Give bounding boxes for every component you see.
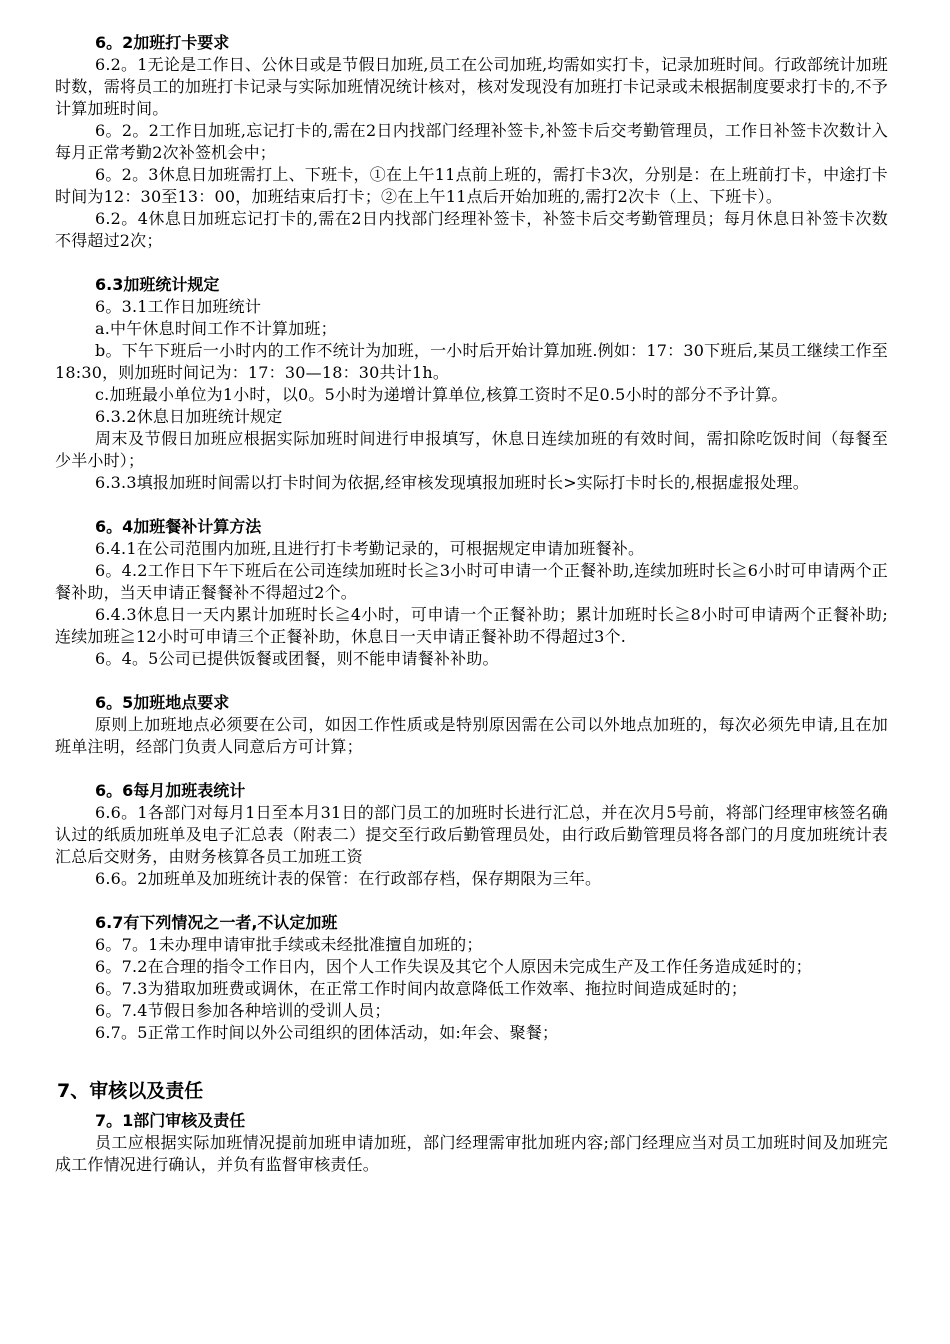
paragraph: 6。7.2在合理的指令工作日内，因个人工作失误及其它个人原因未完成生产及工作任务造成延时的； — [95, 957, 812, 976]
paragraph: 6.4.1在公司范围内加班,且进行打卡考勤记录的，可根据规定申请加班餐补。 — [95, 539, 645, 558]
paragraph: 6.7。5正常工作时间以外公司组织的团体活动，如:年会、聚餐； — [95, 1023, 559, 1042]
section-heading: 6.3加班统计规定 — [95, 275, 220, 294]
section-heading: 7。1部门审核及责任 — [95, 1111, 246, 1130]
paragraph: 6.2。1无论是工作日、公休日或是节假日加班,员工在公司加班,均需如实打卡，记录加班时间。行政部统计加班时数，需将员工的加班打卡记录与实际加班情况统计核对，核对发现没有加班打卡记录或未根据制度要求打卡的,不予计算加班时间。 — [55, 55, 888, 118]
section-6-4 — [55, 516, 888, 670]
chapter-heading: 7、审核以及责任 — [57, 1080, 204, 1102]
paragraph: 6.6。2加班单及加班统计表的保管：在行政部存档，保存期限为三年。 — [95, 869, 602, 888]
paragraph: a.中午休息时间工作不计算加班； — [95, 319, 337, 338]
paragraph: 员工应根据实际加班情况提前加班申请加班，部门经理需审批加班内容;部门经理应当对员工加班时间及加班完成工作情况进行确认，并负有监督审核责任。 — [55, 1133, 888, 1174]
paragraph: c.加班最小单位为1小时，以0。5小时为递增计算单位,核算工资时不足0.5小时的部分不予计算。 — [95, 385, 788, 404]
section-6-3 — [55, 274, 888, 494]
paragraph: 6。2。3休息日加班需打上、下班卡，①在上午11点前上班的，需打卡3次，分别是：在上班前打卡，中途打卡时间为12：30至13：00，加班结束后打卡；②在上午11点后开始加班的,需打2次卡（上、下班卡）。 — [55, 165, 888, 206]
paragraph: 原则上加班地点必须要在公司，如因工作性质或是特别原因需在公司以外地点加班的，每次必须先申请,且在加班单注明，经部门负责人同意后方可计算； — [55, 715, 888, 756]
paragraph: 6。7.4节假日参加各种培训的受训人员； — [95, 1001, 391, 1020]
paragraph: 6。4.2工作日下午下班后在公司连续加班时长≧3小时可申请一个正餐补助,连续加班时长≧6小时可申请两个正餐补助，当天申请正餐餐补不得超过2个。 — [55, 561, 888, 602]
section-6-6 — [55, 780, 888, 890]
section-6-2 — [55, 32, 888, 252]
chapter-7 — [55, 1078, 888, 1176]
paragraph: 周末及节假日加班应根据实际加班时间进行申报填写，休息日连续加班的有效时间，需扣除吃饭时间（每餐至少半小时）； — [55, 429, 888, 470]
section-heading: 6.7有下列情况之一者,不认定加班 — [95, 913, 338, 932]
section-heading: 6。5加班地点要求 — [95, 693, 230, 712]
paragraph: 6。7。1未办理申请审批手续或未经批准擅自加班的； — [95, 935, 483, 954]
section-heading: 6。4加班餐补计算方法 — [95, 517, 262, 536]
section-heading: 6。2加班打卡要求 — [95, 33, 230, 52]
paragraph: 6。4。5公司已提供饭餐或团餐，则不能申请餐补补助。 — [95, 649, 499, 668]
paragraph: 6.3.2休息日加班统计规定 — [95, 407, 283, 426]
paragraph: 6.2。4休息日加班忘记打卡的,需在2日内找部门经理补签卡，补签卡后交考勤管理员；每月休息日补签卡次数不得超过2次； — [55, 209, 888, 250]
section-6-7 — [55, 912, 888, 1044]
paragraph: b。下午下班后一小时内的工作不统计为加班，一小时后开始计算加班.例如：17：30下班后,某员工继续工作至18:30，则加班时间记为：17：30—18：30共计1h。 — [55, 341, 888, 382]
paragraph: 6。2。2工作日加班,忘记打卡的,需在2日内找部门经理补签卡,补签卡后交考勤管理员，工作日补签卡次数计入每月正常考勤2次补签机会中； — [55, 121, 888, 162]
paragraph: 6。7.3为猎取加班费或调休，在正常工作时间内故意降低工作效率、拖拉时间造成延时的； — [95, 979, 748, 998]
paragraph: 6.4.3休息日一天内累计加班时长≧4小时，可申请一个正餐补助；累计加班时长≧8小时可申请两个正餐补助;连续加班≧12小时可申请三个正餐补助，休息日一天申请正餐补助不得超过3个. — [55, 605, 888, 646]
paragraph: 6.3.3填报加班时间需以打卡时间为依据,经审核发现填报加班时长>实际打卡时长的,根据虚报处理。 — [95, 473, 809, 492]
paragraph: 6。3.1工作日加班统计 — [95, 297, 262, 316]
section-heading: 6。6每月加班表统计 — [95, 781, 246, 800]
section-6-5 — [55, 692, 888, 758]
paragraph: 6.6。1各部门对每月1日至本月31日的部门员工的加班时长进行汇总，并在次月5号前，将部门经理审核签名确认过的纸质加班单及电子汇总表（附表二）提交至行政后勤管理员处，由行政后勤管理员将各部门的月度加班统计表汇总后交财务，由财务核算各员工加班工资 — [55, 803, 888, 866]
